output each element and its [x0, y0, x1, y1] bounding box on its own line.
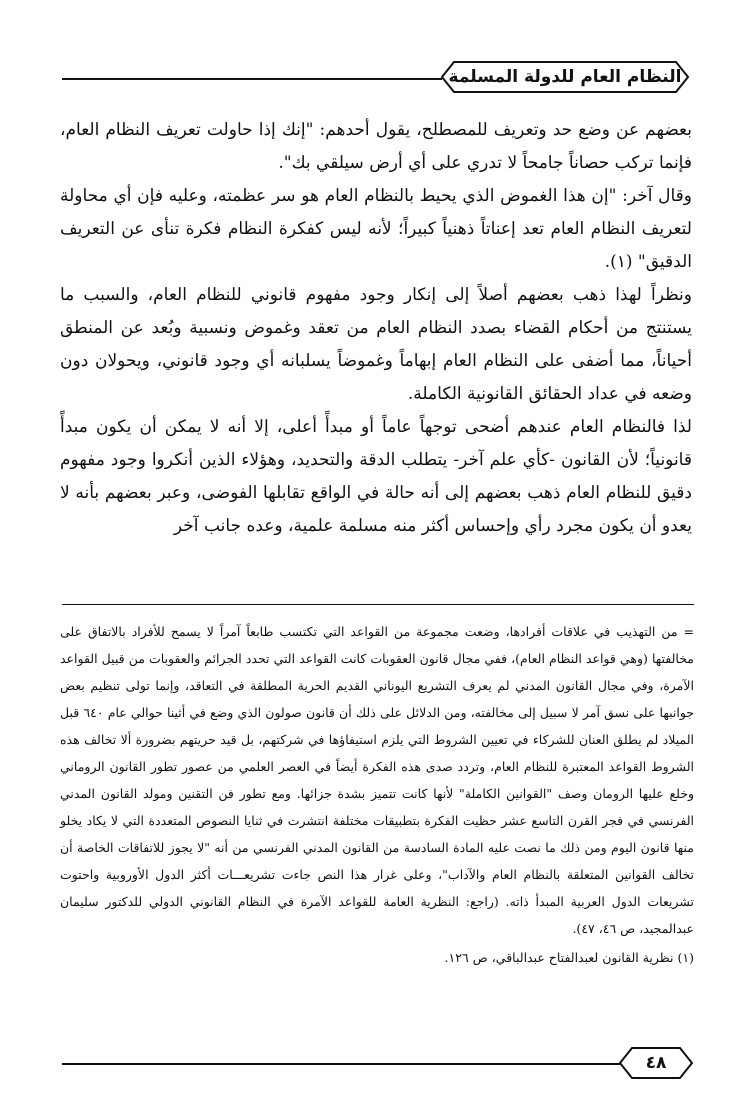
- paragraph: ونظراً لهذا ذهب بعضهم أصلاً إلى إنكار وجود مفهوم قانوني للنظام العام، والسبب ما يستنتج من أحكام القضاء بصدد النظام العام من تعقد وغموض ونسبية وبُعد عن المنطق أحياناً، مما أضفى على النظام العام إبهاماً وغموضاً يسلبانه أي وجود قانوني، ويحولان دون وضعه في عداد الحقائق القانونية الكاملة.: [60, 285, 692, 404]
- footnote-continuation: = من التهذيب في علاقات أفرادها، وضعت مجموعة من القواعد التي تكتسب طابعاً آمراً لا يسمح للأفراد بالاتفاق على مخالفتها (وهي قواعد النظام العام)، ففي مجال قانون العقوبات كانت القواعد التي تحدد الجرائم والعقوبات من قبيل القواعد الآمرة، وفي مجال القانون المدني لم يعرف التشريع اليوناني القديم الحرية المطلقة في التعاقد، وإنما تولى تنظيم بعض جوانبها على نسق آمر لا سبيل إلى مخالفته، ومن الدلائل على ذلك أن قانون صولون الذي وضع في أثينا حوالي عام ٦٤٠ قبل الميلاد لم يطلق العنان للشركاء في تعيين الشروط التي يلزم استيفاؤها في شركتهم، بل قيد حريتهم بضرورة ألا تخالف هذه الشروط القواعد المعتبرة للنظام العام، وتردد صدى هذه الفكرة أيضاً في العصر العلمي من عصور تطور القانون الروماني وخلع عليها الرومان وصف "القوانين الكاملة" لأنها كانت تتميز بشدة جزائها. ومع تطور فن التقنين ومولد القانون المدني الفرنسي في فجر القرن التاسع عشر حظيت الفكرة بتطبيقات مختلفة انتشرت في ثنايا النصوص المتعددة التي لا يكاد يخلو منها قانون اليوم ومن ذلك ما نصت عليه المادة السادسة من القانون المدني الفرنسي من أنه "لا يجوز للاتفاقات الخاصة أن تخالف القوانين المتعلقة بالنظام العام والآداب"، وعلى غرار هذا النص جاءت تشريعـــات أكثر الدول الأوروبية واحتوت تشريعات الدول العربية المبدأ ذاته. (راجع: النظرية العامة للقواعد الآمرة في النظام القانوني الدولي للدكتور سليمان عبدالمجيد، ص ٤٦، ٤٧).: [60, 624, 694, 936]
- paragraph: بعضهم عن وضع حد وتعريف للمصطلح، يقول أحدهم: "إنك إذا حاولت تعريف النظام العام، فإنما تركب حصاناً جامحاً لا تدري على أي أرض سيلقي بك".: [60, 120, 692, 173]
- footer-rule: [62, 1063, 620, 1065]
- page-number: ٤٨: [645, 1053, 667, 1073]
- footnote-marker: (١): [677, 950, 694, 965]
- page-number-box: [618, 1046, 694, 1080]
- footnote-item: [60, 944, 694, 971]
- paragraph: وقال آخر: "إن هذا الغموض الذي يحيط بالنظام العام هو سر عظمته، وعليه فإن أي محاولة لتعريف النظام العام تعد إعناتاً ذهنياً كبيراً؛ لأنه ليس كفكرة النظام فكرة تنأى عن التعريف الدقيق" (١).: [60, 186, 692, 272]
- paragraph: لذا فالنظام العام عندهم أضحى توجهاً عاماً أو مبدأً أعلى، إلا أنه لا يمكن أن يكون مبدأً قانونياً؛ لأن القانون -كأي علم آخر- يتطلب الدقة والتحديد، وهؤلاء الذين أنكروا وجود مفهوم دقيق للنظام العام ذهب بعضهم إلى أنه حالة في الواقع تقابلها الفوضى، وعبر بعضهم بأنه لا يعدو أن يكون مجرد رأي وإحساس أكثر منه مسلمة علمية، وعده جانب آخر: [60, 417, 692, 536]
- header-rule: [62, 78, 442, 80]
- main-text: [60, 114, 692, 543]
- running-header-title: النظام العام للدولة المسلمة: [448, 67, 682, 87]
- running-header: [440, 60, 690, 94]
- footnote-text: نظرية القانون لعبدالفتاح عبدالباقي، ص ١٢٦.: [444, 950, 674, 965]
- footnotes: [60, 618, 694, 971]
- footnote-separator: [62, 604, 694, 605]
